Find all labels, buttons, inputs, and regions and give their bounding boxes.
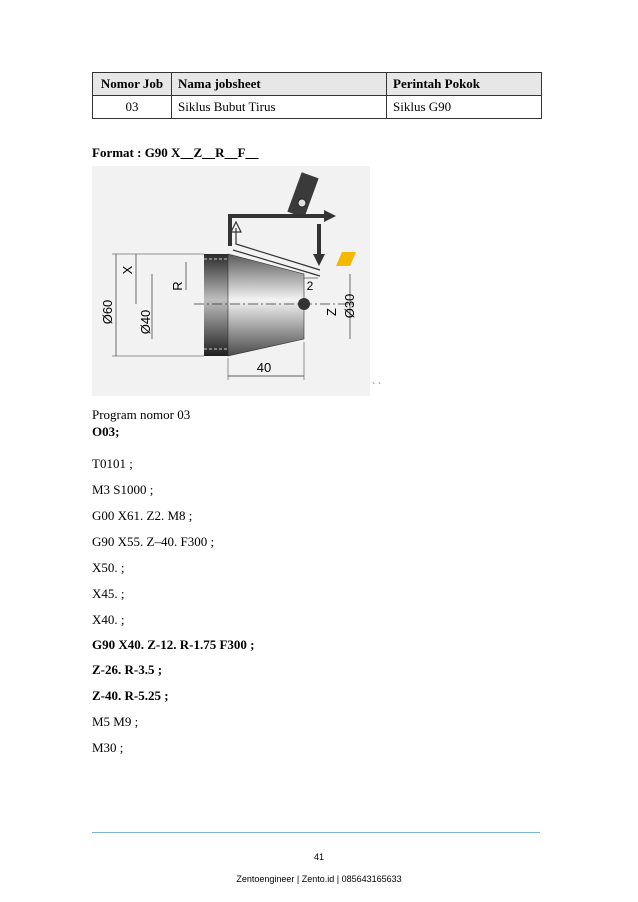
footer-text: Zentoengineer | Zento.id | 085643165633 — [236, 874, 402, 884]
taper-turning-diagram — [92, 166, 370, 396]
z-label: Z — [324, 308, 339, 316]
dim-2-label: 2 — [306, 279, 314, 293]
program-line: X40. ; — [92, 612, 125, 627]
diagram-svg — [92, 166, 370, 396]
format-f: F — [237, 145, 246, 160]
program-line: Z-26. R-3.5 ; — [92, 662, 163, 677]
dim-40-label: Ø40 — [138, 309, 153, 335]
cell-nama-jobsheet: Siklus Bubut Tirus — [172, 96, 387, 119]
chuck-stock — [204, 254, 228, 356]
dim-60-label: Ø60 — [100, 299, 115, 325]
program-line: G00 X61. Z2. M8 ; — [92, 508, 193, 523]
program-line: G90 X40. Z-12. R-1.75 F300 ; — [92, 637, 255, 652]
footer-rule — [92, 832, 540, 833]
x-label: X — [120, 265, 135, 275]
program-line: M30 ; — [92, 740, 124, 755]
cutting-insert — [336, 252, 356, 266]
program-line: X45. ; — [92, 586, 125, 601]
program-title: Program nomor 03 — [92, 407, 191, 422]
header-perintah-pokok: Perintah Pokok — [387, 73, 542, 96]
program-line: T0101 ; — [92, 456, 133, 471]
format-z: Z — [193, 145, 203, 160]
dim-30-label: Ø30 — [342, 293, 357, 319]
cell-nomor-job: 03 — [93, 96, 172, 119]
format-label: Format : G90 X — [92, 145, 181, 160]
job-table — [92, 72, 542, 119]
tool-screw — [298, 199, 306, 207]
origin-marker — [298, 298, 310, 310]
arrow-right-head — [324, 210, 336, 222]
rapid-path-up — [230, 216, 324, 246]
program-line: X50. ; — [92, 560, 125, 575]
program-line: Z-40. R-5.25 ; — [92, 688, 169, 703]
program-line: M5 M9 ; — [92, 714, 139, 729]
len-label: 40 — [256, 360, 272, 375]
format-r: R — [215, 145, 225, 160]
arrow-down-head — [313, 254, 325, 266]
tick-mark: ` ` — [372, 382, 382, 393]
page-number: 41 — [313, 852, 324, 862]
table-row — [93, 96, 542, 119]
header-nama-jobsheet: Nama jobsheet — [172, 73, 387, 96]
table-header-row — [93, 73, 542, 96]
format-line — [92, 145, 258, 161]
r-label: R — [170, 281, 185, 291]
cell-perintah-pokok: Siklus G90 — [387, 96, 542, 119]
tapered-workpiece — [228, 254, 304, 356]
program-line: O03; — [92, 424, 120, 439]
program-line: M3 S1000 ; — [92, 482, 154, 497]
header-nomor-job: Nomor Job — [93, 73, 172, 96]
tool-holder — [287, 172, 318, 218]
program-line: G90 X55. Z–40. F300 ; — [92, 534, 215, 549]
